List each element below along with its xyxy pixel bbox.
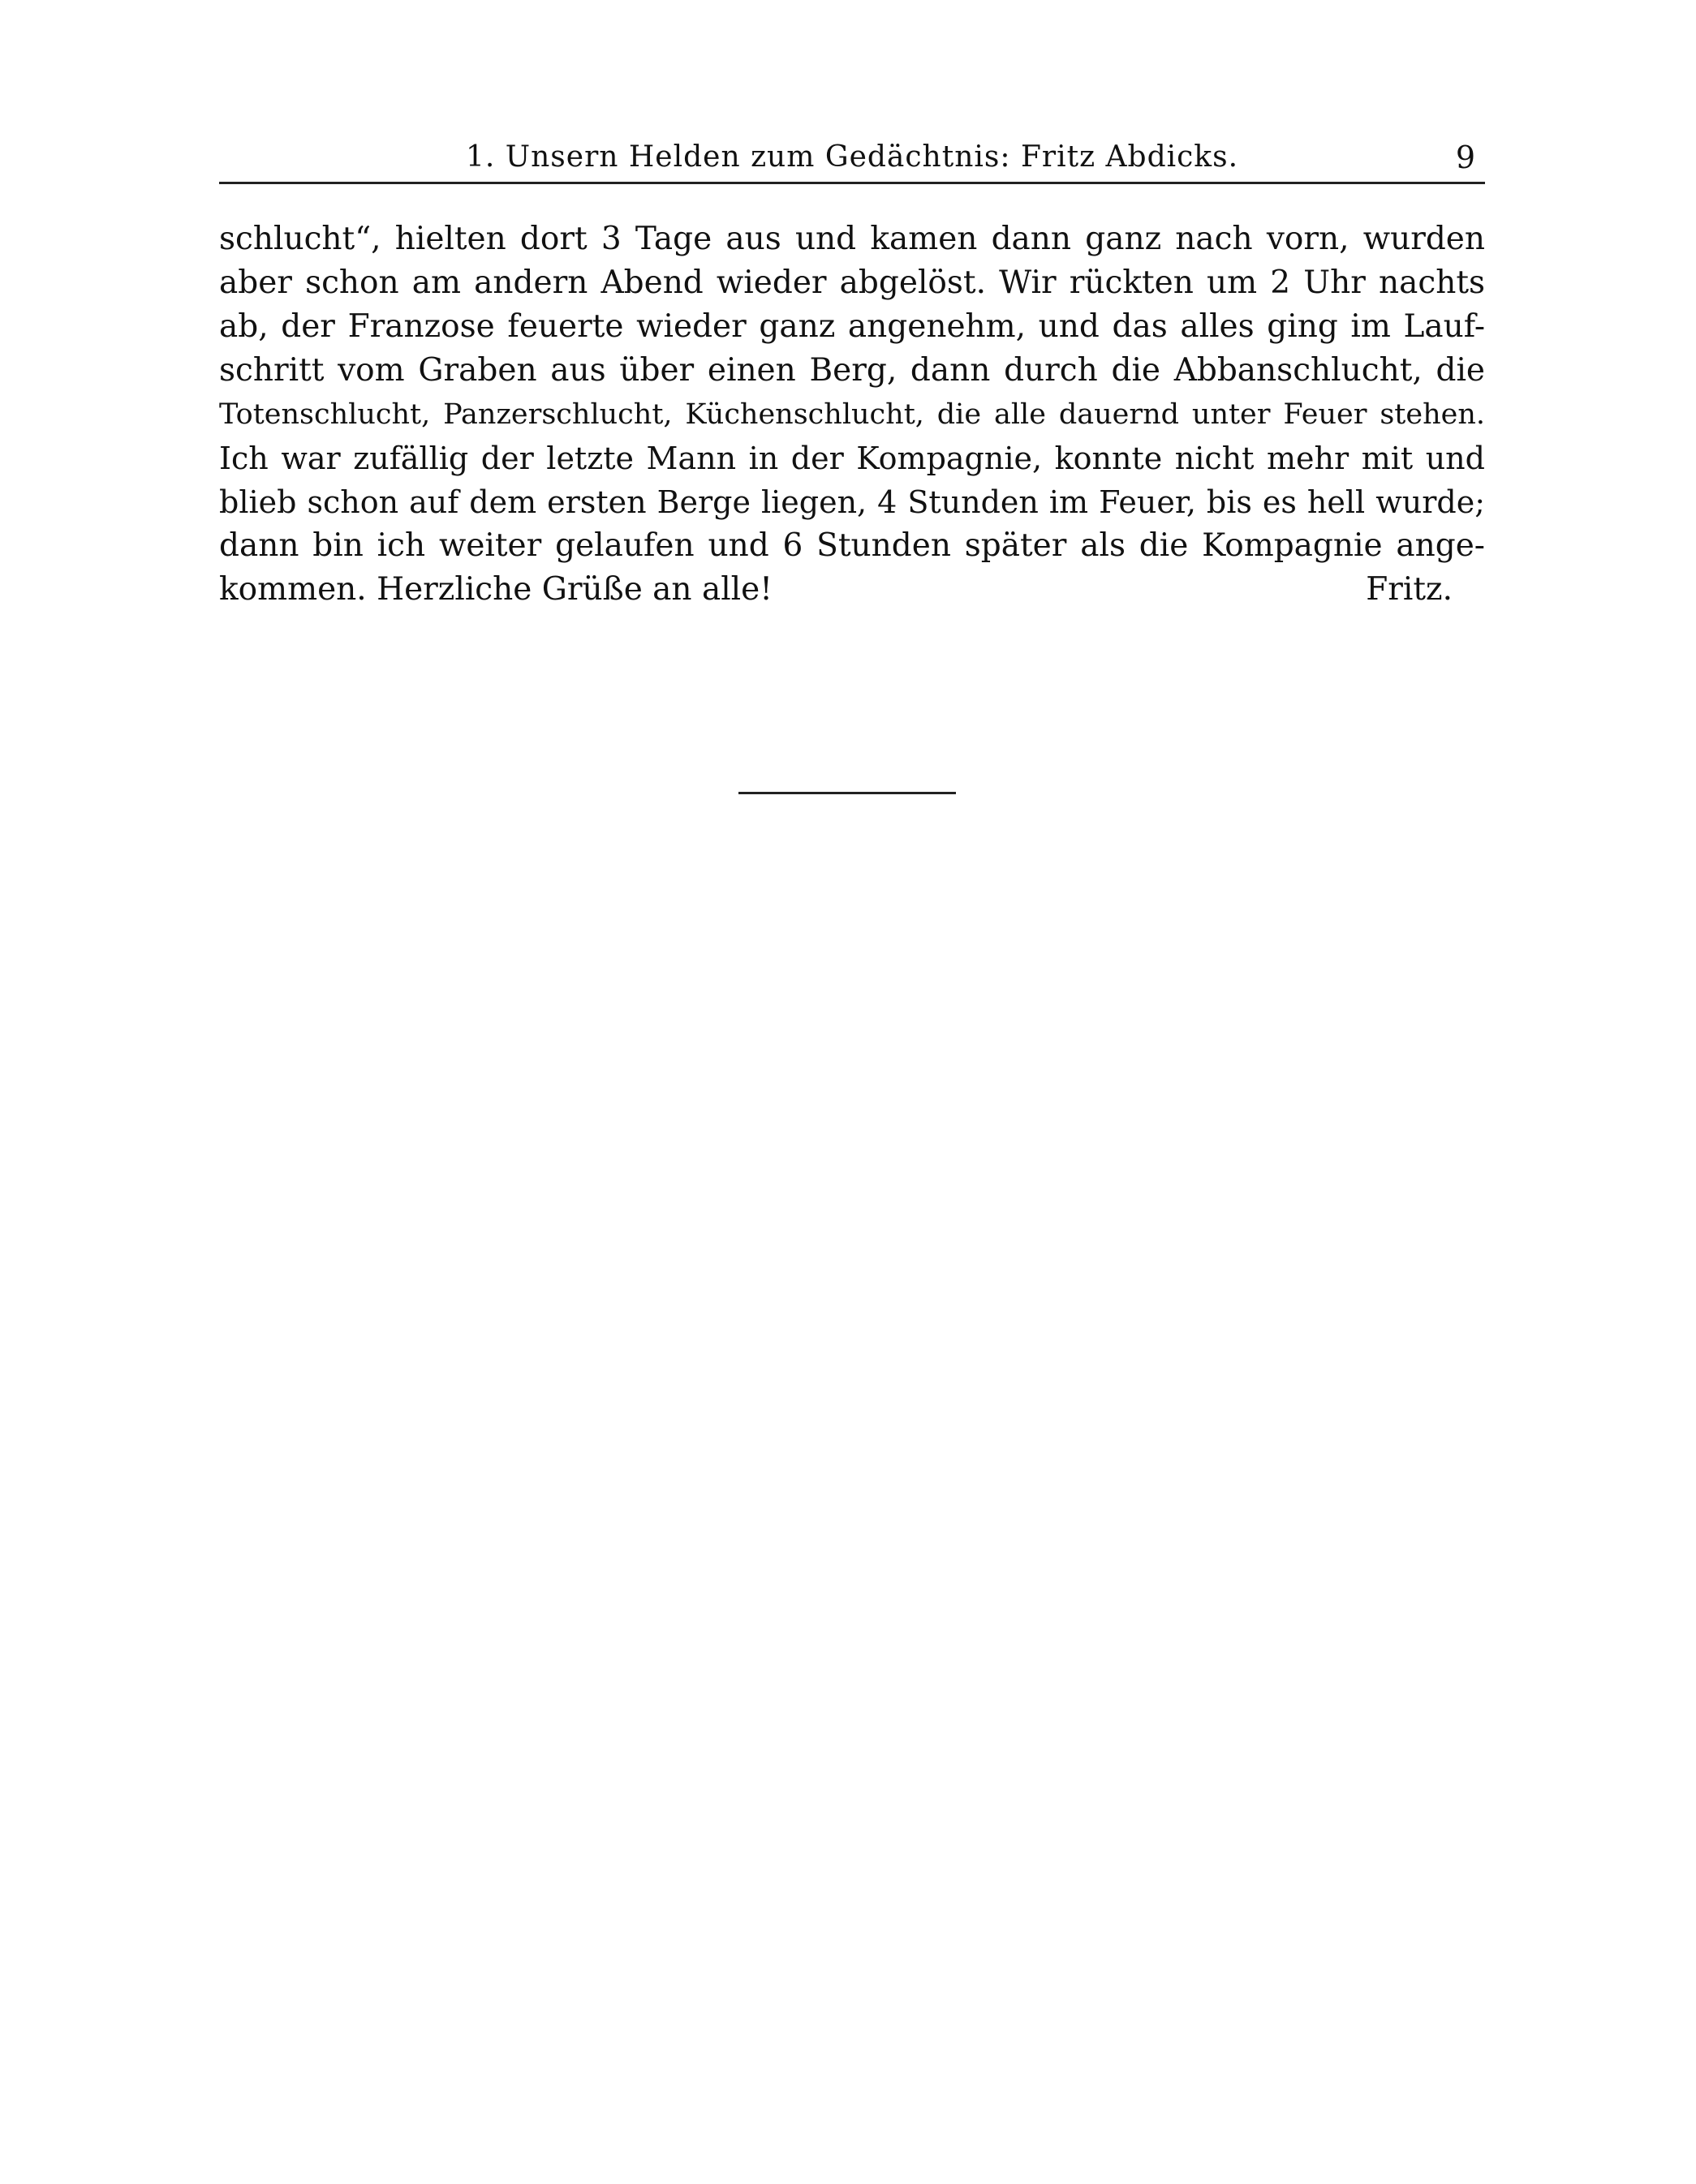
header-rule (219, 182, 1485, 184)
text-line: Totenschlucht, Panzerschlucht, Küchenschlucht, die alle dauernd unter Feuer stehen. (219, 398, 1485, 431)
text-line: aber schon am andern Abend wieder abgelöst. Wir rückten um 2 Uhr nachts (219, 264, 1485, 301)
text-line: Ich war zufällig der letzte Mann in der Kompagnie, konnte nicht mehr mit und (219, 441, 1485, 476)
text-line: schlucht“, hielten dort 3 Tage aus und kamen dann ganz nach vorn, wurden (219, 221, 1485, 257)
body-text (219, 217, 1485, 612)
section-end-rule (738, 792, 956, 794)
text-line: ab, der Franzose feuerte wieder ganz angenehm, und das alles ging im Lauf- (219, 308, 1485, 345)
closing-line (219, 568, 1485, 612)
page-number: 9 (1455, 140, 1475, 175)
signature: Fritz. (1366, 571, 1453, 608)
closing-text: kommen. Herzliche Grüße an alle! (219, 571, 773, 608)
running-header (219, 136, 1485, 178)
running-title: 1. Unsern Helden zum Gedächtnis: Fritz Abdicks. (465, 140, 1239, 174)
text-line: schritt vom Graben aus über einen Berg, dann durch die Abbanschlucht, die (219, 352, 1485, 389)
text-line: dann bin ich weiter gelaufen und 6 Stunden später als die Kompagnie ange- (219, 527, 1485, 564)
text-line: blieb schon auf dem ersten Berge liegen, 4 Stunden im Feuer, bis es hell wurde; (219, 484, 1485, 520)
